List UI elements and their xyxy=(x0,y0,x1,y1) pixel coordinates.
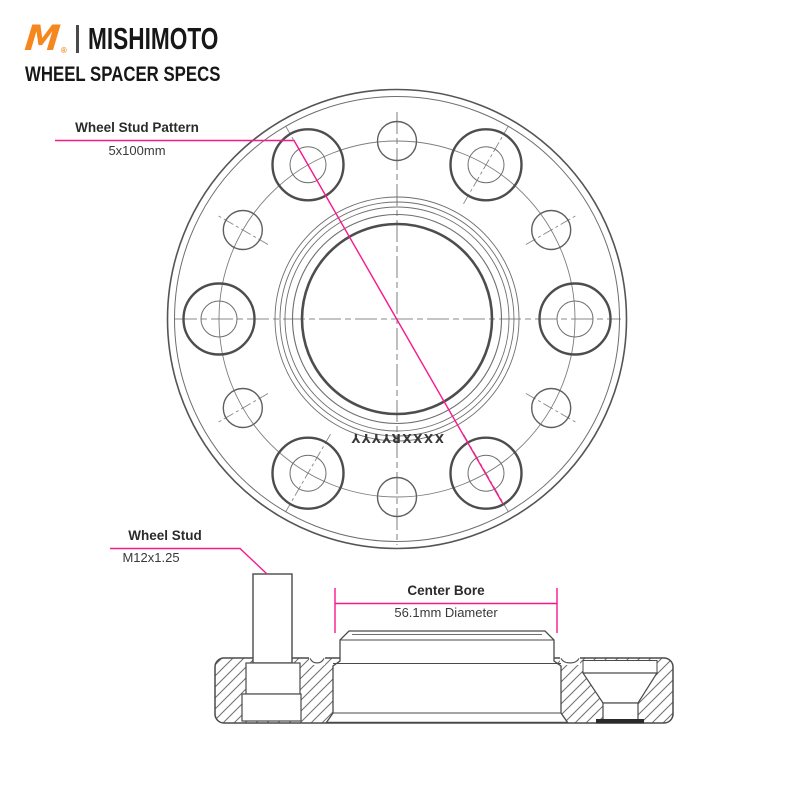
mishimoto-m-icon: M xyxy=(22,19,62,59)
brand-name: MISHIMOTO xyxy=(87,21,219,56)
lug-seat-bar xyxy=(596,719,644,724)
center-bore-value: 56.1mm Diameter xyxy=(394,605,498,620)
stud-knurl xyxy=(246,663,300,694)
wheel-stud xyxy=(242,574,301,721)
page-title: WHEEL SPACER SPECS xyxy=(25,63,221,86)
center-bore-boss xyxy=(327,631,568,722)
registered-trademark-icon: ® xyxy=(60,46,67,55)
stud-shaft xyxy=(253,574,292,663)
relief-notch-left xyxy=(309,656,325,665)
center-bore-label: Center Bore xyxy=(407,583,485,598)
wheel-stud-leader-line xyxy=(110,549,267,575)
engraving-text: XXXXRYYYY xyxy=(350,431,444,445)
wheel-stud-label: Wheel Stud xyxy=(128,528,202,543)
stud-pattern-label: Wheel Stud Pattern xyxy=(75,120,199,135)
stud-pattern-value: 5x100mm xyxy=(108,143,166,158)
stud-pattern-leader-line xyxy=(55,141,503,505)
wheel-stud-value: M12x1.25 xyxy=(122,550,180,565)
section-view xyxy=(215,574,673,724)
relief-notch-right xyxy=(560,656,580,665)
stud-head xyxy=(242,694,301,721)
center-bore-dimension xyxy=(335,588,557,633)
callout-lines xyxy=(55,141,557,634)
